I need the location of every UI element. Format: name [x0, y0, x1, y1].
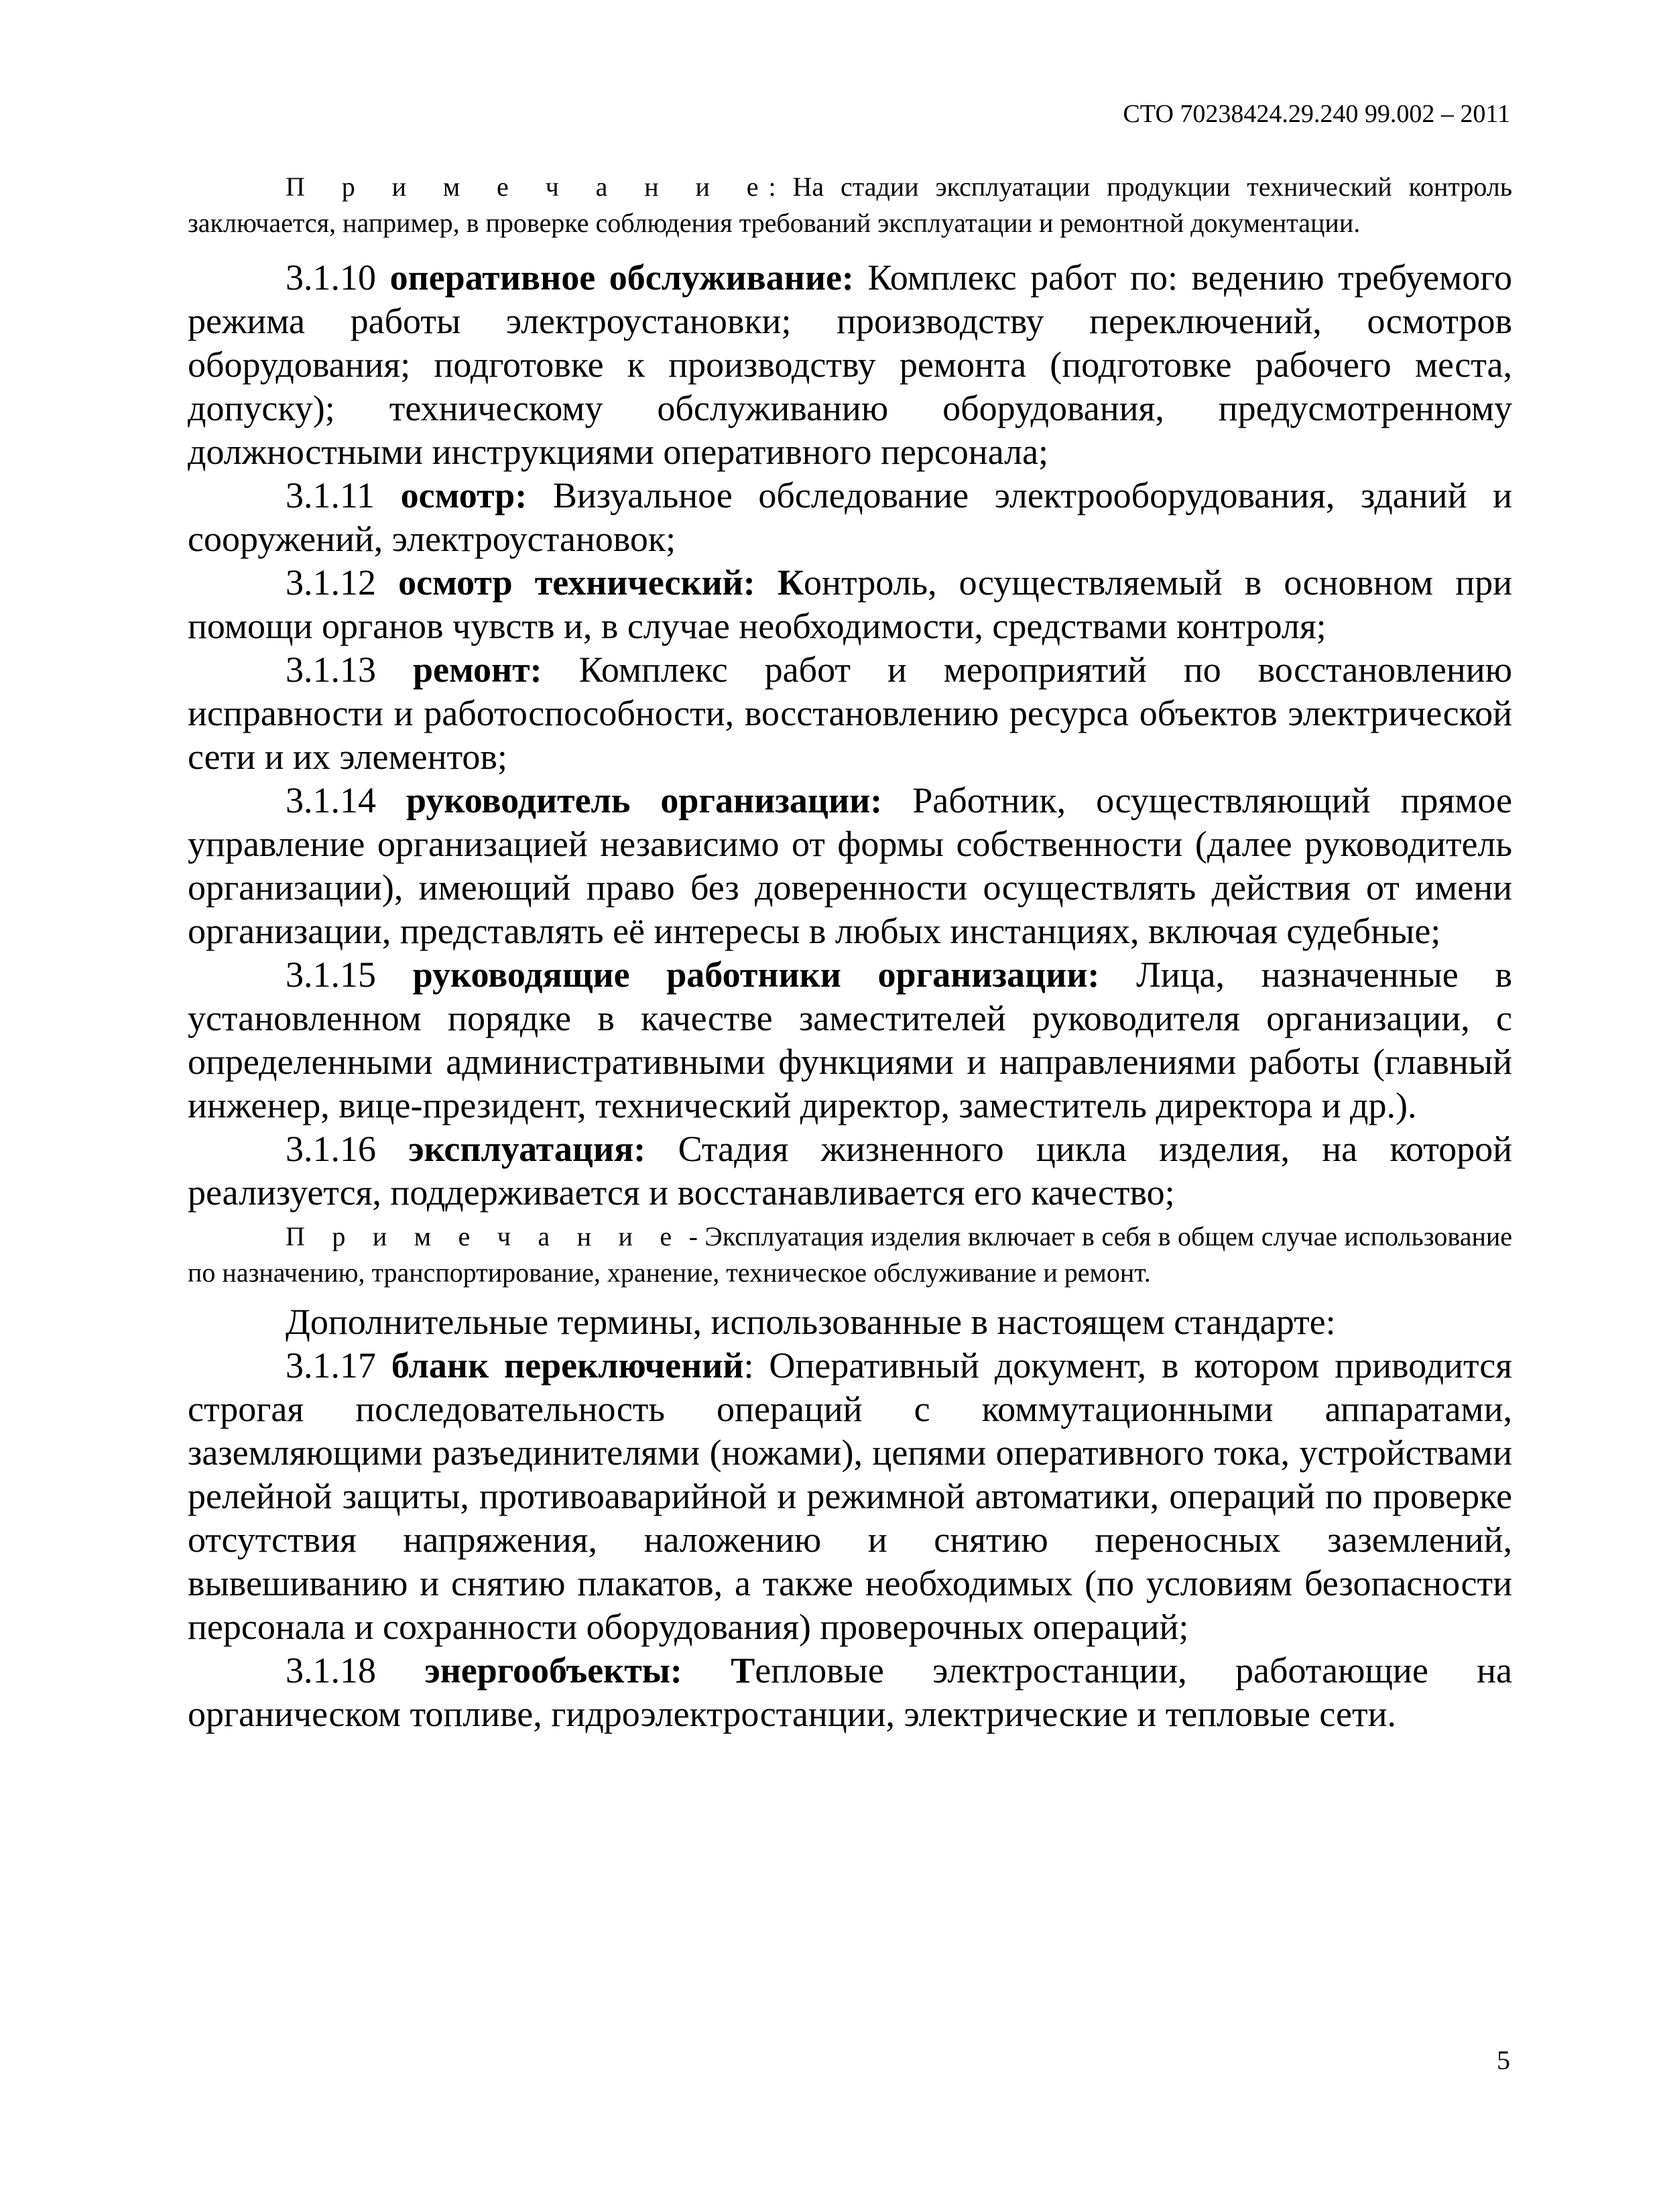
note-separator: -: [682, 1221, 698, 1251]
term-number: 3.1.12: [286, 562, 376, 603]
note-paragraph: [188, 169, 1512, 241]
term-title: осмотр:: [400, 475, 528, 515]
term-definition: Визуальное обследование электрооборудования, зданий и сооружений, электроустановок;: [188, 475, 1513, 559]
term-title: эксплуатация:: [408, 1129, 646, 1169]
note-separator: :: [768, 172, 776, 202]
term-paragraph: [188, 1649, 1512, 1736]
term-paragraph: [188, 953, 1512, 1127]
note-label: П р и м е ч а н и е: [286, 172, 769, 202]
term-definition: епловые электростанции, работающие на органическом топливе, гидроэлектростанции, электрические и тепловые сети.: [188, 1650, 1513, 1734]
term-title: руководящие работники организации:: [412, 955, 1100, 995]
term-number: 3.1.13: [286, 650, 376, 690]
note-text: На стадии эксплуатации продукции технический контроль заключается, например, в проверке соблюдения требований эксплуатации и ремонтной документации.: [188, 172, 1512, 238]
term-title: бланк переключений: [391, 1345, 744, 1386]
note-paragraph: [188, 1219, 1512, 1291]
term-title: оперативное обслуживание:: [389, 257, 854, 298]
term-definition: Стадия жизненного цикла изделия, на которой реализуется, поддерживается и восстанавливается его качество;: [188, 1129, 1513, 1213]
term-definition: Лица, назначенные в установленном порядке в качестве заместителей руководителя организации, с определенными административными функциями и направлениями работы (главный инженер, вице-президент, технический директор, заместитель директора и др.).: [188, 955, 1512, 1125]
term-number: 3.1.11: [286, 475, 375, 515]
note-text: Эксплуатация изделия включает в себя в общем случае использование по назначению, транспортирование, хранение, техническое обслуживание и ремонт.: [188, 1221, 1513, 1288]
term-paragraph: [188, 648, 1512, 779]
term-definition: Комплекс работ и мероприятий по восстановлению исправности и работоспособности, восстановлению ресурса объектов электрической сети и их элементов;: [188, 650, 1513, 777]
term-definition: Работник, осуществляющий прямое управление организацией независимо от формы собственности (далее руководитель организации), имеющий право без доверенности осуществлять действия от имени организации, представлять её интересы в любых инстанциях, включая судебные;: [188, 780, 1513, 951]
term-paragraph: [188, 256, 1512, 474]
term-number: 3.1.16: [286, 1129, 376, 1169]
document-body: [188, 169, 1512, 1736]
term-number: 3.1.10: [286, 257, 376, 298]
term-number: 3.1.14: [286, 780, 376, 820]
additional-terms-heading: Дополнительные термины, использованные в настоящем стандарте:: [286, 1302, 1336, 1342]
term-number: 3.1.17: [286, 1345, 376, 1386]
term-title: осмотр технический: К: [398, 562, 804, 603]
page-number: 5: [1497, 2045, 1510, 2075]
term-number: 3.1.15: [286, 955, 376, 995]
note-label: П р и м е ч а н и е: [286, 1221, 682, 1251]
term-title: руководитель организации:: [406, 780, 883, 820]
document-code-header: СТО 70238424.29.240 99.002 – 2011: [1123, 100, 1510, 128]
term-definition: : Оперативный документ, в котором приводится строгая последовательность операций с коммутационными аппаратами, заземляющими разъединителями (ножами), цепями оперативного тока, устройствами релейной защиты, противоаварийной и режимной автоматики, операций по проверке отсутствия напряжения, наложению и снятию переносных заземлений, вывешиванию и снятию плакатов, а также необходимых (по условиям безопасности персонала и сохранности оборудования) проверочных операций;: [188, 1345, 1513, 1647]
term-number: 3.1.18: [286, 1650, 376, 1691]
term-title: энергообъекты: Т: [424, 1650, 755, 1691]
term-paragraph: [188, 561, 1512, 648]
term-definition: онтроль, осуществляемый в основном при помощи органов чувств и, в случае необходимости, средствами контроля;: [188, 562, 1512, 646]
term-paragraph: [188, 1127, 1512, 1215]
term-paragraph: [188, 474, 1512, 561]
term-definition: Комплекс работ по: ведению требуемого режима работы электроустановки; производству переключений, осмотров оборудования; подготовке к производству ремонта (подготовке рабочего места, допуску); техническому обслуживанию оборудования, предусмотренному должностными инструкциями оперативного персонала;: [188, 257, 1512, 472]
term-paragraph: [188, 779, 1512, 953]
term-paragraph: [188, 1344, 1512, 1649]
term-title: ремонт:: [412, 650, 542, 690]
